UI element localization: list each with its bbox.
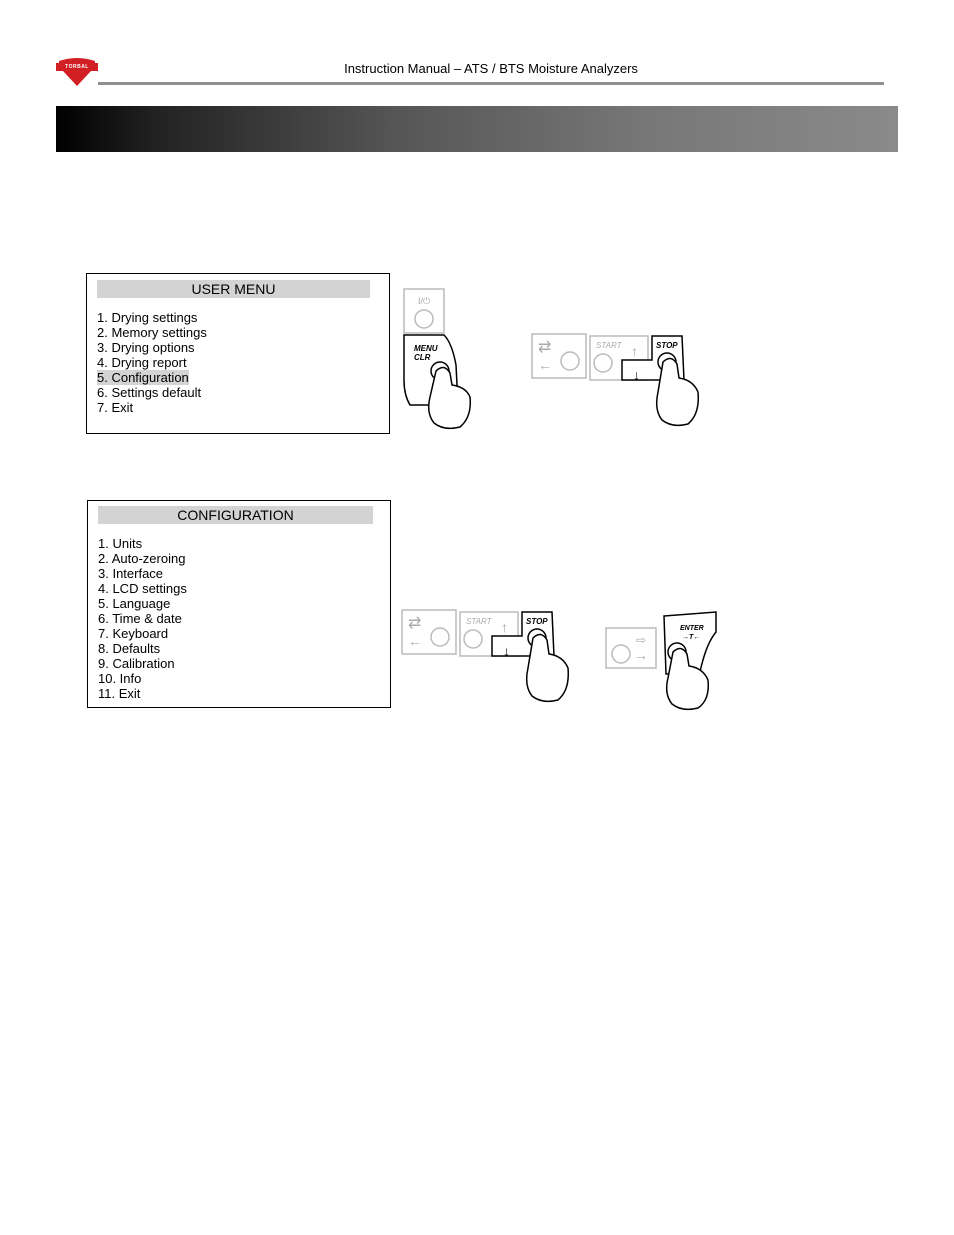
configuration-menu-screen xyxy=(87,500,391,708)
configuration-menu-item[interactable] xyxy=(98,596,187,611)
up-arrow-icon: ↑ xyxy=(631,343,638,359)
configuration-menu-item-label: 1. Units xyxy=(98,536,143,551)
power-key-label: I/⏻ xyxy=(417,296,431,306)
stop-key-label: STOP xyxy=(656,341,678,350)
configuration-menu-item[interactable] xyxy=(98,566,187,581)
pointing-hand-icon xyxy=(429,367,471,428)
stop-key-press-illustration-2 xyxy=(400,606,580,711)
arrows-key[interactable] xyxy=(532,334,586,378)
pointing-hand-icon xyxy=(527,634,569,701)
logo-text: TORBAL xyxy=(65,64,89,70)
user-menu-item-label: 1. Drying settings xyxy=(97,310,198,325)
configuration-menu-item-label: 8. Defaults xyxy=(98,641,161,656)
configuration-menu-item-label: 6. Time & date xyxy=(98,611,182,626)
user-menu-item[interactable] xyxy=(97,340,207,355)
user-menu-item[interactable] xyxy=(97,325,207,340)
up-arrow-icon: ↑ xyxy=(501,619,508,635)
exit-icon: ⇨ xyxy=(636,633,647,647)
configuration-menu-item[interactable] xyxy=(98,656,187,671)
user-menu-screen xyxy=(86,273,390,434)
exit-key[interactable] xyxy=(606,628,656,668)
configuration-menu-item[interactable] xyxy=(98,536,187,551)
document-title: Instruction Manual – ATS / BTS Moisture Analyzers xyxy=(344,61,638,76)
user-menu-item-label: 4. Drying report xyxy=(97,355,187,370)
enter-key-press-illustration xyxy=(604,608,724,713)
configuration-menu-item-label: 7. Keyboard xyxy=(98,626,169,641)
configuration-menu-item[interactable] xyxy=(98,551,187,566)
user-menu-title: USER MENU xyxy=(97,280,370,298)
configuration-menu-item-label: 4. LCD settings xyxy=(98,581,187,596)
user-menu-item-label: 7. Exit xyxy=(97,400,134,415)
swap-arrows-icon: ⇄ xyxy=(408,615,422,632)
configuration-menu-item[interactable] xyxy=(98,641,187,656)
menu-key-press-illustration xyxy=(400,285,480,435)
user-menu-item[interactable] xyxy=(97,400,207,415)
configuration-menu-item-label: 9. Calibration xyxy=(98,656,175,671)
configuration-menu-item[interactable] xyxy=(98,686,187,701)
configuration-menu-item[interactable] xyxy=(98,671,187,686)
configuration-menu-item-label: 5. Language xyxy=(98,596,171,611)
down-arrow-icon: ↓ xyxy=(633,367,640,383)
menu-key-label: MENU xyxy=(414,344,438,353)
user-menu-item[interactable] xyxy=(97,310,207,325)
tare-key-label: →T← xyxy=(682,634,701,641)
enter-key-label: ENTER xyxy=(680,625,704,632)
start-key-label: START xyxy=(466,617,492,626)
configuration-menu-item-label: 11. Exit xyxy=(98,686,141,701)
configuration-menu-item-label: 3. Interface xyxy=(98,566,164,581)
left-arrow-icon: ← xyxy=(538,357,552,373)
user-menu-item[interactable] xyxy=(97,370,207,385)
configuration-menu-item[interactable] xyxy=(98,611,187,626)
user-menu-item-label: 2. Memory settings xyxy=(97,325,207,340)
pointing-hand-icon xyxy=(657,358,699,425)
user-menu-item[interactable] xyxy=(97,385,207,400)
configuration-menu-list xyxy=(98,536,187,701)
start-key-label: START xyxy=(596,341,622,350)
header-rule xyxy=(98,82,884,85)
down-arrow-icon: ↓ xyxy=(503,643,510,659)
user-menu-item[interactable] xyxy=(97,355,207,370)
swap-arrows-icon: ⇄ xyxy=(538,339,552,356)
configuration-menu-item[interactable] xyxy=(98,626,187,641)
right-arrow-icon: → xyxy=(634,647,648,663)
power-key[interactable] xyxy=(404,289,444,333)
configuration-menu-item[interactable] xyxy=(98,581,187,596)
user-menu-item-label: 6. Settings default xyxy=(97,385,202,400)
stop-key-label: STOP xyxy=(526,617,548,626)
configuration-menu-item-label: 10. Info xyxy=(98,671,142,686)
user-menu-item-label: 5. Configuration xyxy=(97,370,189,385)
stop-key-press-illustration-1 xyxy=(530,330,710,435)
section-header-bar xyxy=(56,106,898,152)
clr-key-label: CLR xyxy=(414,353,431,362)
configuration-menu-title: CONFIGURATION xyxy=(98,506,373,524)
configuration-menu-item-label: 2. Auto-zeroing xyxy=(98,551,186,566)
left-arrow-icon: ← xyxy=(408,633,422,649)
user-menu-list xyxy=(97,310,207,415)
arrows-key[interactable] xyxy=(402,610,456,654)
user-menu-item-label: 3. Drying options xyxy=(97,340,195,355)
